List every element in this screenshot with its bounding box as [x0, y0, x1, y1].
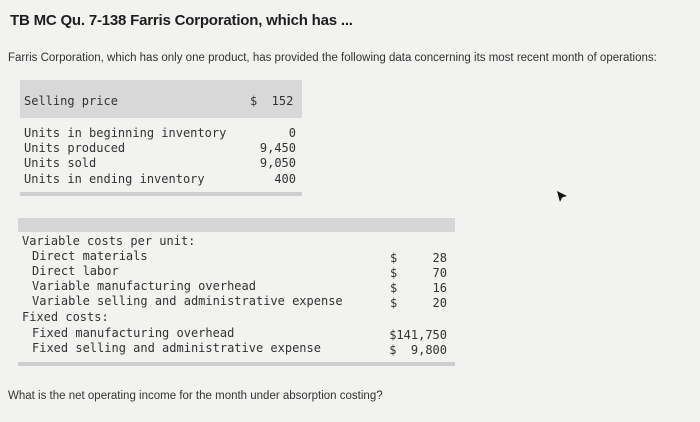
table-row-label: Variable manufacturing overhead	[32, 279, 256, 293]
intro-text: Farris Corporation, which has only one product, has provided the following data concerning its most recent month of operations:	[8, 52, 657, 64]
table-row-label: Fixed manufacturing overhead	[32, 326, 235, 340]
table-header-band	[18, 218, 455, 232]
table-row-label: Units in beginning inventory	[24, 126, 227, 140]
table-row-value: 28	[432, 251, 447, 265]
currency-symbol: $	[390, 251, 398, 265]
table-row-label: Units produced	[24, 141, 126, 155]
units-data-table	[20, 80, 302, 198]
selling-price-value: $ 152	[250, 94, 294, 108]
table-row-label: Fixed selling and administrative expense	[32, 341, 321, 355]
costs-data-table	[18, 218, 455, 368]
page-title: TB MC Qu. 7-138 Farris Corporation, which has ...	[10, 12, 353, 29]
table-row-label: Units sold	[24, 156, 97, 170]
mouse-pointer-icon	[555, 190, 569, 204]
variable-costs-header: Variable costs per unit:	[22, 234, 196, 248]
table-row-value: 20	[432, 296, 447, 310]
selling-price-label: Selling price	[24, 94, 118, 108]
currency-symbol: $	[390, 296, 398, 310]
table-row-label: Units in ending inventory	[24, 172, 205, 186]
table-row-value: 9,050	[259, 156, 296, 170]
table-row-label: Direct labor	[32, 264, 119, 278]
table-row-value: 16	[432, 281, 447, 295]
table-row-label: Direct materials	[32, 249, 148, 263]
table-divider	[20, 192, 302, 196]
table-row-value: $ 9,800	[389, 343, 447, 357]
currency-symbol: $	[390, 266, 398, 280]
table-row-value: 9,450	[259, 141, 296, 155]
table-row-value: 70	[432, 266, 447, 280]
table-divider	[18, 362, 455, 366]
fixed-costs-header: Fixed costs:	[22, 310, 109, 324]
question-text: What is the net operating income for the month under absorption costing?	[8, 390, 383, 402]
table-row-value: 0	[288, 126, 296, 140]
currency-symbol: $	[390, 281, 398, 295]
table-row-label: Variable selling and administrative expense	[32, 294, 343, 308]
table-row-value: $141,750	[389, 328, 447, 342]
table-row-value: 400	[274, 172, 296, 186]
